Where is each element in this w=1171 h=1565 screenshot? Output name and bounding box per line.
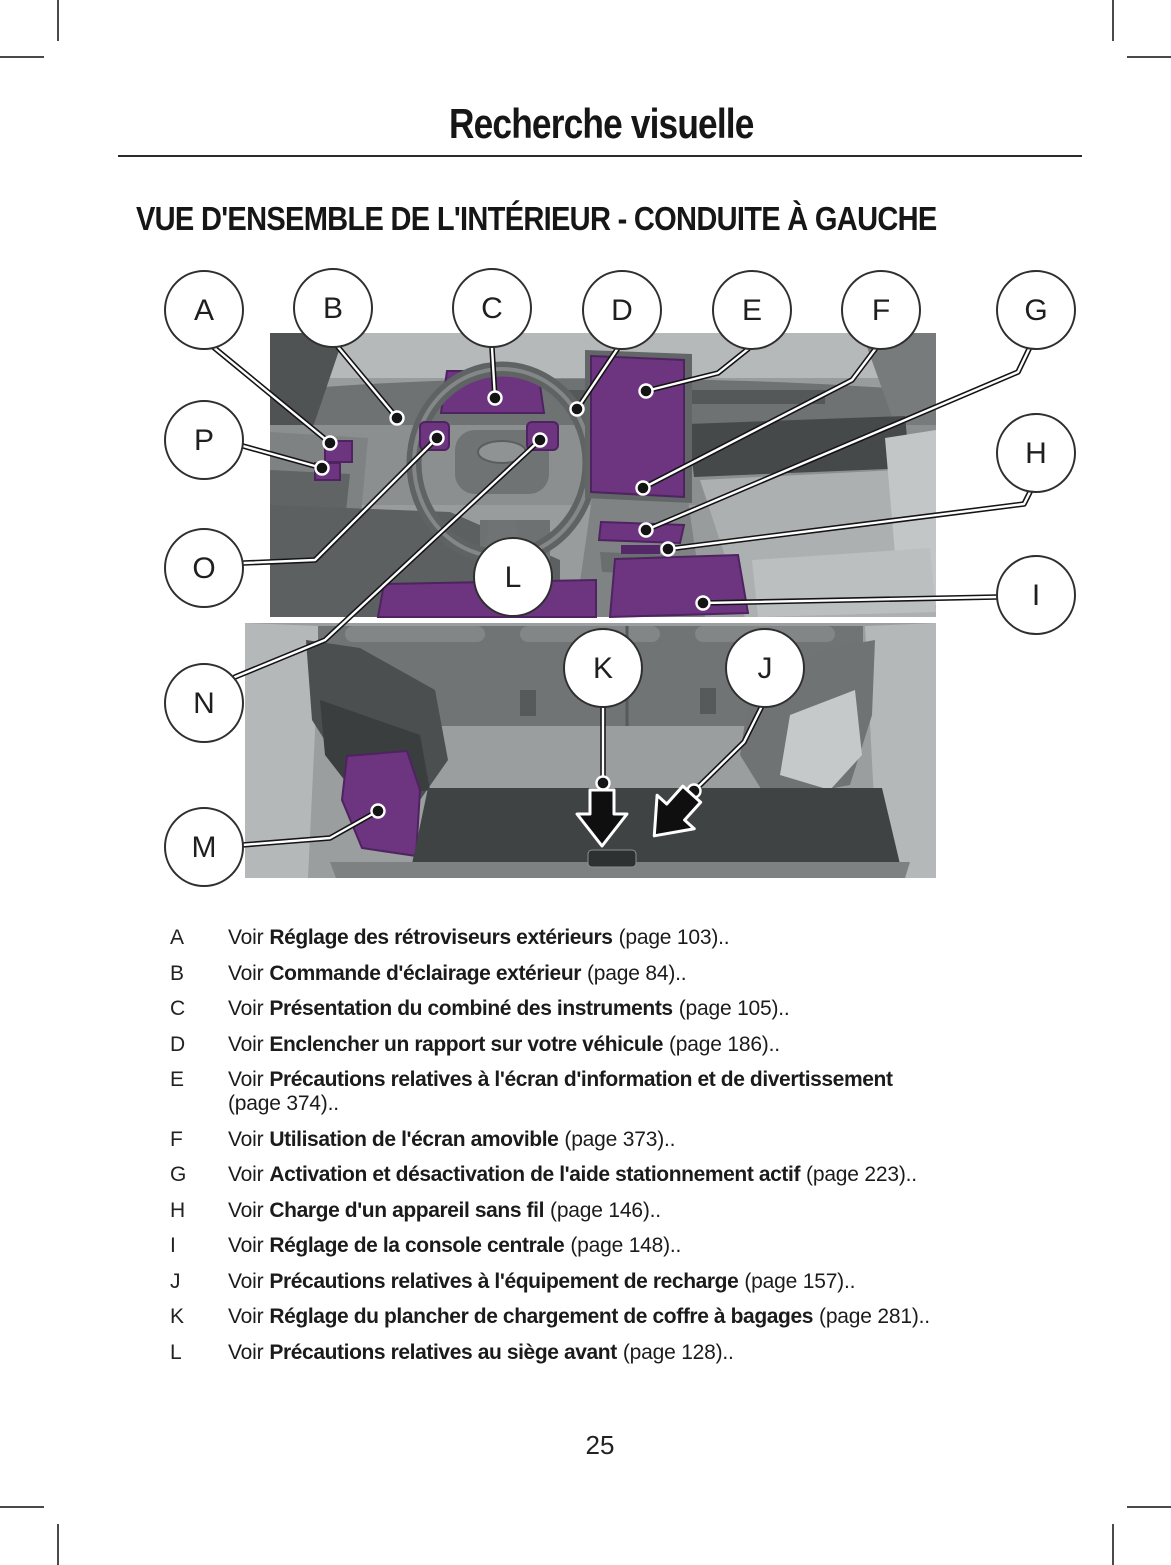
legend-letter: I — [170, 1234, 176, 1257]
legend-letter: E — [170, 1068, 185, 1091]
callout-b — [294, 269, 372, 347]
svg-text:A: A — [193, 294, 215, 327]
legend-letter: C — [170, 997, 186, 1020]
legend-text: Voir Précautions relatives à l'écran d'information et de divertissement (page 374).. — [228, 1068, 893, 1115]
svg-text:N: N — [193, 687, 215, 720]
legend-item — [170, 1341, 1062, 1365]
svg-text:O: O — [192, 552, 216, 585]
crop-mark — [57, 0, 59, 41]
legend-item — [170, 997, 1062, 1021]
callout-j — [726, 629, 804, 707]
callout-c — [453, 269, 531, 347]
legend-letter: J — [170, 1269, 181, 1293]
crop-mark — [57, 1524, 59, 1565]
dashboard-illustration — [270, 333, 936, 617]
section-heading-wrap — [136, 200, 1136, 238]
svg-text:J: J — [757, 652, 773, 685]
crop-mark — [0, 56, 44, 58]
callout-a — [165, 271, 243, 349]
legend-item — [170, 1128, 1062, 1152]
callout-f — [842, 271, 920, 349]
callout-n — [165, 664, 243, 742]
highlight-armrest — [610, 555, 748, 617]
legend-list — [170, 926, 1062, 1376]
callout-h — [997, 414, 1075, 492]
chapter-title-bar — [15, 100, 1171, 148]
legend-text: Voir Charge d'un appareil sans fil (page 146).. — [228, 1198, 661, 1222]
legend-text: Voir Commande d'éclairage extérieur (page 84).. — [228, 961, 687, 985]
legend-item — [170, 926, 1062, 950]
svg-text:B: B — [322, 292, 344, 325]
interior-overview-diagram — [80, 255, 1080, 900]
crop-mark — [1112, 1524, 1114, 1565]
crop-mark — [0, 1506, 44, 1508]
svg-text:K: K — [592, 652, 614, 685]
legend-text: Voir Précautions relatives à l'équipement de recharge (page 157).. — [228, 1269, 856, 1293]
legend-text: Voir Utilisation de l'écran amovible (page 373).. — [228, 1127, 676, 1151]
svg-text:I: I — [1031, 579, 1041, 612]
legend-text: Voir Réglage de la console centrale (page 148).. — [228, 1234, 682, 1257]
crop-mark — [1127, 56, 1171, 58]
legend-item — [170, 962, 1062, 986]
callout-k — [564, 629, 642, 707]
legend-text: Voir Enclencher un rapport sur votre véhicule (page 186).. — [228, 1032, 780, 1056]
svg-text:L: L — [504, 561, 522, 594]
svg-text:H: H — [1025, 437, 1047, 470]
legend-text: Voir Réglage des rétroviseurs extérieurs (page 103).. — [228, 926, 730, 949]
svg-text:G: G — [1024, 294, 1048, 327]
cargo-latch — [588, 850, 636, 867]
legend-letter: L — [170, 1340, 182, 1364]
legend-letter: B — [170, 961, 185, 985]
legend-item — [170, 1163, 1062, 1187]
highlight-console-switch — [621, 545, 660, 554]
crop-mark — [1112, 0, 1114, 41]
callout-i — [997, 556, 1075, 634]
page-title: Recherche visuelle — [448, 100, 754, 147]
svg-text:M: M — [191, 831, 217, 864]
legend-letter: D — [170, 1032, 186, 1056]
legend-text: Voir Présentation du combiné des instruments (page 105).. — [228, 997, 790, 1020]
section-heading: VUE D'ENSEMBLE DE L'INTÉRIEUR - CONDUITE À GAUCHE — [136, 200, 937, 237]
callout-d — [583, 271, 661, 349]
svg-text:F: F — [871, 294, 891, 327]
svg-text:E: E — [741, 294, 763, 327]
legend-item — [170, 1305, 1062, 1329]
crop-mark — [1127, 1506, 1171, 1508]
legend-text: Voir Activation et désactivation de l'aide stationnement actif (page 223).. — [228, 1163, 917, 1186]
callout-l — [474, 538, 552, 616]
page-number: 25 — [585, 1430, 615, 1460]
svg-text:C: C — [481, 292, 503, 325]
callout-p — [165, 401, 243, 479]
legend-letter: A — [170, 926, 185, 949]
legend-item — [170, 1270, 1062, 1294]
legend-item — [170, 1033, 1062, 1057]
legend-item — [170, 1068, 1062, 1116]
legend-item — [170, 1234, 1062, 1258]
callout-g — [997, 271, 1075, 349]
svg-text:D: D — [611, 294, 633, 327]
legend-text: Voir Précautions relatives au siège avant (page 128).. — [228, 1340, 734, 1364]
legend-letter: F — [170, 1127, 183, 1151]
legend-letter: H — [170, 1198, 186, 1222]
callout-o — [165, 529, 243, 607]
callout-e — [713, 271, 791, 349]
svg-text:P: P — [193, 424, 215, 457]
legend-text: Voir Réglage du plancher de chargement de coffre à bagages (page 281).. — [228, 1305, 930, 1328]
legend-letter: G — [170, 1163, 187, 1186]
callout-m — [165, 808, 243, 886]
legend-letter: K — [170, 1305, 185, 1328]
legend-item — [170, 1199, 1062, 1223]
title-rule — [118, 155, 1082, 157]
